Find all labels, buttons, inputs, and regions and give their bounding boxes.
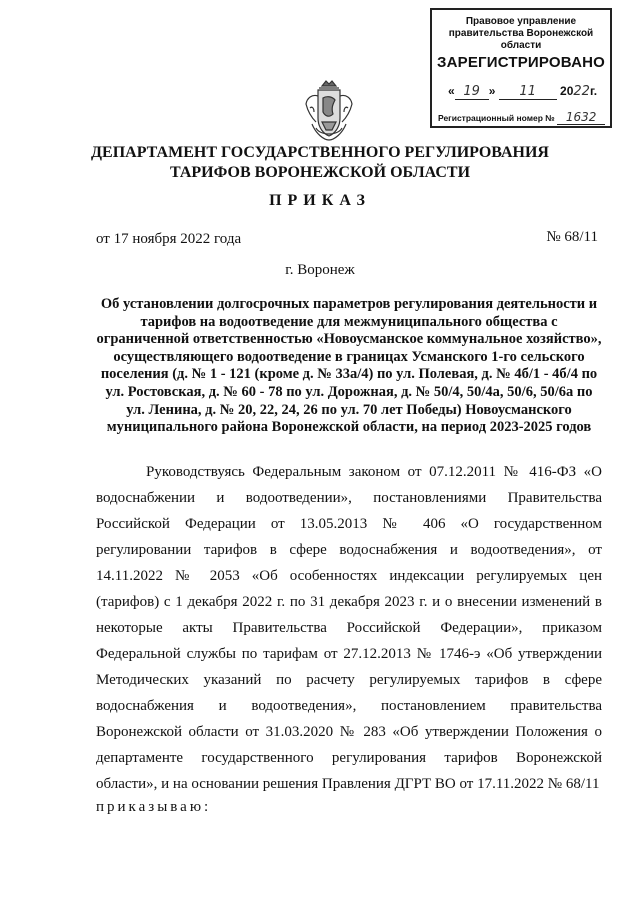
stamp-date-year-suffix: 22 (573, 84, 590, 99)
stamp-date: « 19 » 11 2022г. (448, 84, 598, 99)
stamp-registration (438, 110, 606, 125)
order-preamble: Руководствуясь Федеральным законом от 07.12.2011 № 416-ФЗ «О водоснабжении и водоотведении», постановлениями Правительства Российской Федерации от 13.05.2013 № 406 «О государственном регулировании тарифов в сфере водоснабжения и водоотведения», от 14.11.2022 № 2053 «Об особенностях индексации регулируемых цен (тарифов) с 1 декабря 2022 г. по 31 декабря 2023 г. и о внесении изменений в некоторые акты Правительства Российской Федерации», приказом Федеральной службы по тарифам от 27.12.2013 № 1746-э «Об утверждении Методических указаний по расчету регулируемых тарифов в сфере водоснабжения и водоотведения», постановлением правительства Воронежской области от 31.03.2020 № 283 «Об утверждении Положения о департаменте государственного регулирования тарифов Воронежской области», и на основании решения Правления ДГРТ ВО от 17.11.2022 № 68/11 (96, 464, 602, 792)
stamp-reg-number: 1632 (557, 110, 605, 125)
stamp-reg-label: Регистрационный номер № (438, 113, 555, 123)
stamp-date-month: 11 (499, 84, 557, 100)
order-number: № 68/11 (546, 229, 598, 245)
department-name: ДЕПАРТАМЕНТ ГОСУДАРСТВЕННОГО РЕГУЛИРОВАНИЯ ТАРИФОВ ВОРОНЕЖСКОЙ ОБЛАСТИ (91, 144, 549, 181)
city: г. Воронеж (285, 262, 355, 278)
order-title: Об установлении долгосрочных параметров регулирования деятельности и тарифов на водоотведение для межмуниципального общества с ограниченной ответственностью «Новоусманское коммунальное хозяйство», осуществляющего водоотведение в границах Усманского 1-го сельского поселения (д. № 1 - 121 (кроме д. № 33а/4) по ул. Полевая, д. № 4б/1 - 4б/4 по ул. Ростовская, д. № 60 - 78 по ул. Дорожная, д. № 50/4, 50/4а, 50/6, 50/6а по ул. Ленина, д. № 20, 22, 24, 26 по ул. 70 лет Победы) Новоусманского муниципального района Воронежской области, на период 2023-2025 годов (96, 296, 602, 436)
stamp-date-year-prefix: 20 (560, 84, 574, 98)
stamp-organization: Правовое управление правительства Воронежской области (448, 16, 594, 51)
voronezh-coat-of-arms-icon (302, 78, 356, 142)
stamp-title: ЗАРЕГИСТРИРОВАНО (436, 54, 606, 71)
order-directive: приказываю: (96, 799, 212, 815)
document-type: ПРИКАЗ (269, 192, 371, 209)
stamp-date-year-letter: г. (589, 84, 598, 98)
registration-stamp (430, 8, 612, 128)
stamp-date-day: 19 (455, 84, 489, 100)
order-date: от 17 ноября 2022 года (96, 231, 242, 247)
